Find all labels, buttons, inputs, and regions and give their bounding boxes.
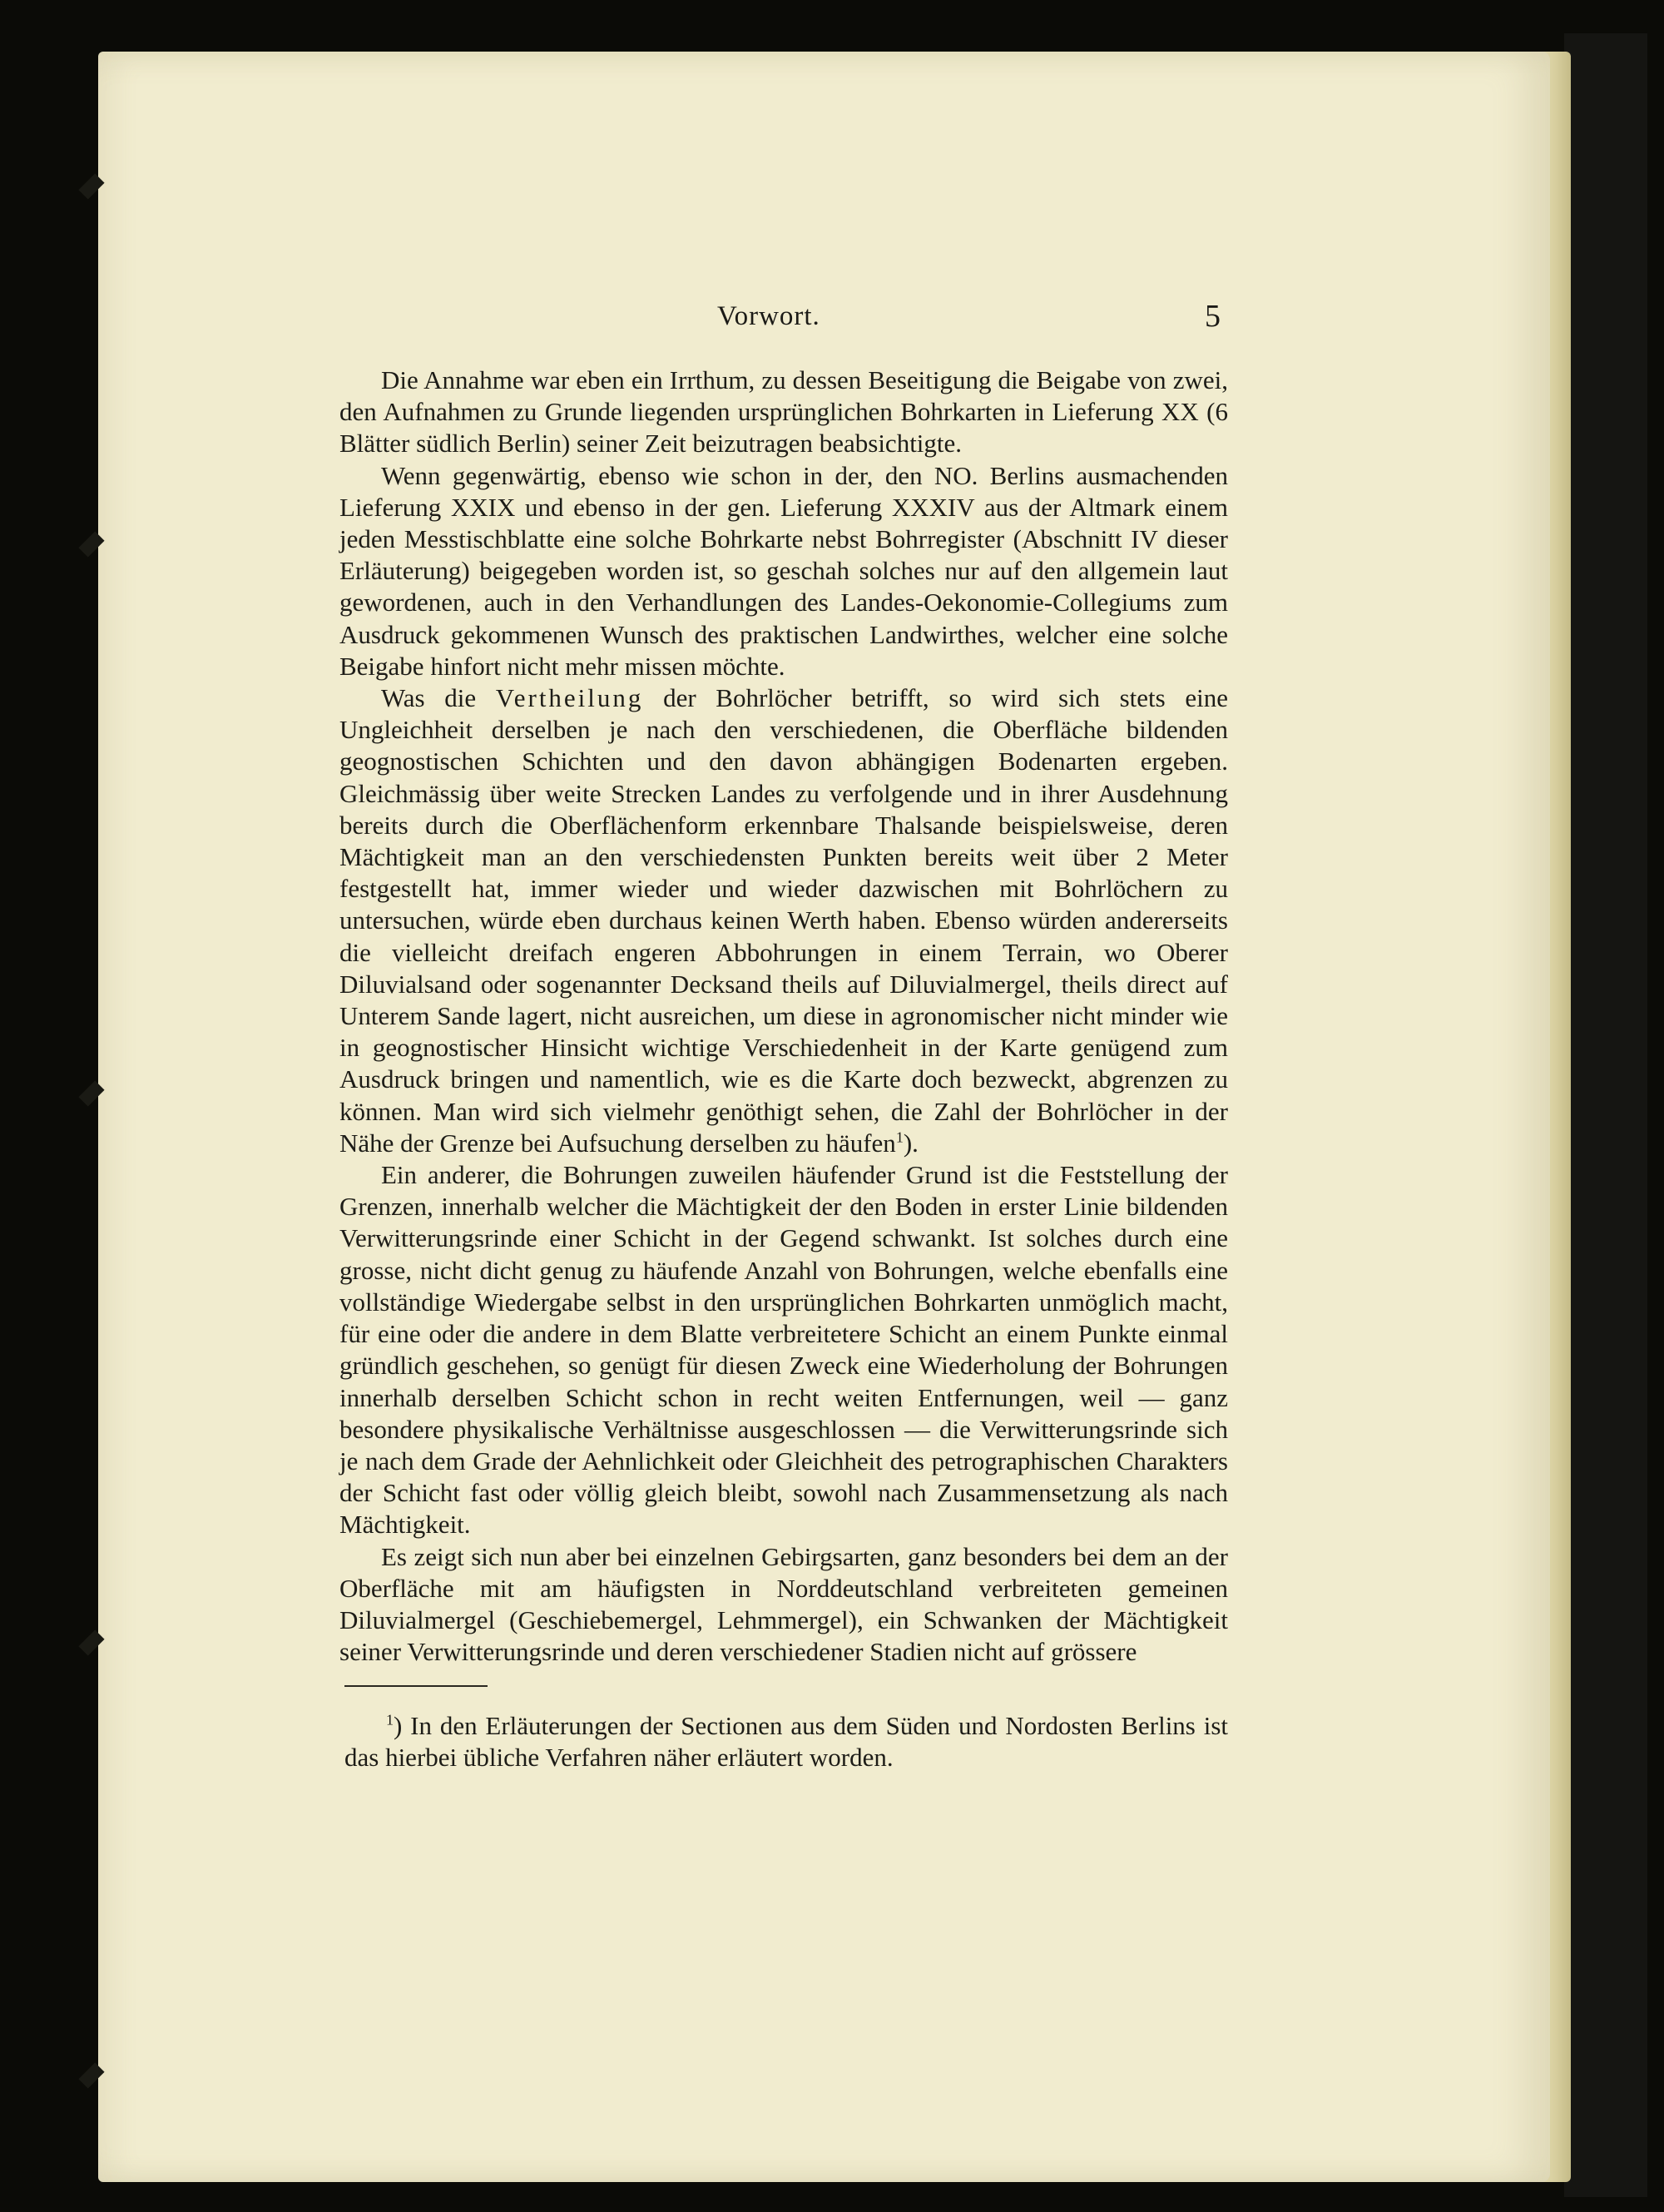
paragraph: Ein anderer, die Bohrungen zuweilen häufender Grund ist die Feststellung der Grenzen, innerhalb welcher die Mächtigkeit der den Boden in erster Linie bildenden Verwitterungsrinde einer Schicht in der Gegend schwankt. Ist solches durch eine grosse, nicht dicht genug zu häufende Anzahl von Bohrungen, welche ebenfalls eine vollständige Wiedergabe selbst in den ursprünglichen Bohrkarten unmöglich macht, für eine oder die andere in dem Blatte verbreitetere Schicht an einem Punkte einmal gründlich geschehen, so genügt für diesen Zweck eine Wiederholung der Bohrungen innerhalb derselben Schicht schon in recht weiten Entfernungen, weil — ganz besondere physikalische Verhältnisse ausgeschlossen — die Verwitterungsrinde sich je nach dem Grade der Aehnlichkeit oder Gleichheit des petrographischen Charakters der Schicht fast oder völlig gleich bleibt, sowohl nach Zusammensetzung als nach Mächtigkeit.	[339, 1160, 1228, 1540]
footnote-rule	[344, 1685, 488, 1687]
emphasized-term: Vertheilung	[495, 683, 644, 713]
body-text	[339, 365, 1228, 1668]
footnote-reference[interactable]: 1	[895, 1128, 904, 1146]
paragraph: Wenn gegenwärtig, ebenso wie schon in der, den NO. Berlins ausmachenden Lieferung XXIX und ebenso in der gen. Lieferung XXXIV aus der Altmark einem jeden Messtischblatte eine solche Bohrkarte nebst Bohrregister (Abschnitt IV dieser Erläuterung) beigegeben worden ist, so geschah solches nur auf den allgemein laut gewordenen, auch in den Verhandlungen des Landes-Oekonomie-Collegiums zum Ausdruck gekommenen Wunsch des praktischen Landwirthes, welcher eine solche Beigabe hinfort nicht mehr missen möchte.	[339, 460, 1228, 681]
footnote-marker: 1	[386, 1711, 394, 1728]
running-head	[0, 301, 1664, 343]
paragraph: Die Annahme war eben ein Irrthum, zu dessen Beseitigung die Beigabe von zwei, den Aufnahmen zu Grunde liegenden ursprünglichen Bohrkarten in Lieferung XX (6 Blätter südlich Berlin) seiner Zeit beizutragen beabsichtigte.	[339, 365, 1228, 459]
page-number: 5	[1205, 299, 1221, 334]
footnote	[344, 1710, 1228, 1773]
paragraph-text: Was die	[381, 683, 496, 713]
paragraph	[339, 682, 1228, 1159]
book-cover-board	[1564, 33, 1647, 2197]
paragraph-text: ).	[903, 1128, 919, 1158]
paragraph: Es zeigt sich nun aber bei einzelnen Gebirgsarten, ganz besonders bei dem an der Oberfläche mit am häufigsten in Norddeutschland verbreiteten gemeinen Diluvialmergel (Geschiebemergel, Lehmmergel), ein Schwanken der Mächtigkeit seiner Verwitterungsrinde und deren verschiedener Stadien nicht auf grössere	[339, 1541, 1228, 1667]
running-title: Vorwort.	[717, 301, 820, 331]
footnote-text: ) In den Erläuterungen der Sectionen aus dem Süden und Nordosten Berlins ist das hierbei übliche Verfahren näher erläutert worden.	[344, 1711, 1228, 1772]
paragraph-text: der Bohrlöcher betrifft, so wird sich stets eine Ungleichheit derselben je nach den verschiedenen, die Oberfläche bildenden geognostischen Schichten und den davon abhängigen Bodenarten ergeben. Gleichmässig über weite Strecken Landes zu verfolgende und in ihrer Ausdehnung bereits durch die Oberflächenform erkennbare Thalsande beispielsweise, deren Mächtigkeit man an den verschiedensten Punkten bereits weit über 2 Meter festgestellt hat, immer wieder und wieder dazwischen mit Bohrlöchern zu untersuchen, würde eben durchaus keinen Werth haben. Ebenso würden andererseits die vielleicht dreifach engeren Abbohrungen in einem Terrain, wo Oberer Diluvialsand oder sogenannter Decksand theils auf Diluvialmergel, theils direct auf Unterem Sande lagert, nicht ausreichen, um diese in agronomischer nicht minder wie in geognostischer Hinsicht wichtige Verschiedenheit in der Karte genügend zum Ausdruck bringen und namentlich, wie es die Karte doch bezweckt, abgrenzen zu können. Man wird sich vielmehr genöthigt sehen, die Zahl der Bohrlöcher in der Nähe der Grenze bei Aufsuchung derselben zu häufen	[339, 683, 1228, 1158]
